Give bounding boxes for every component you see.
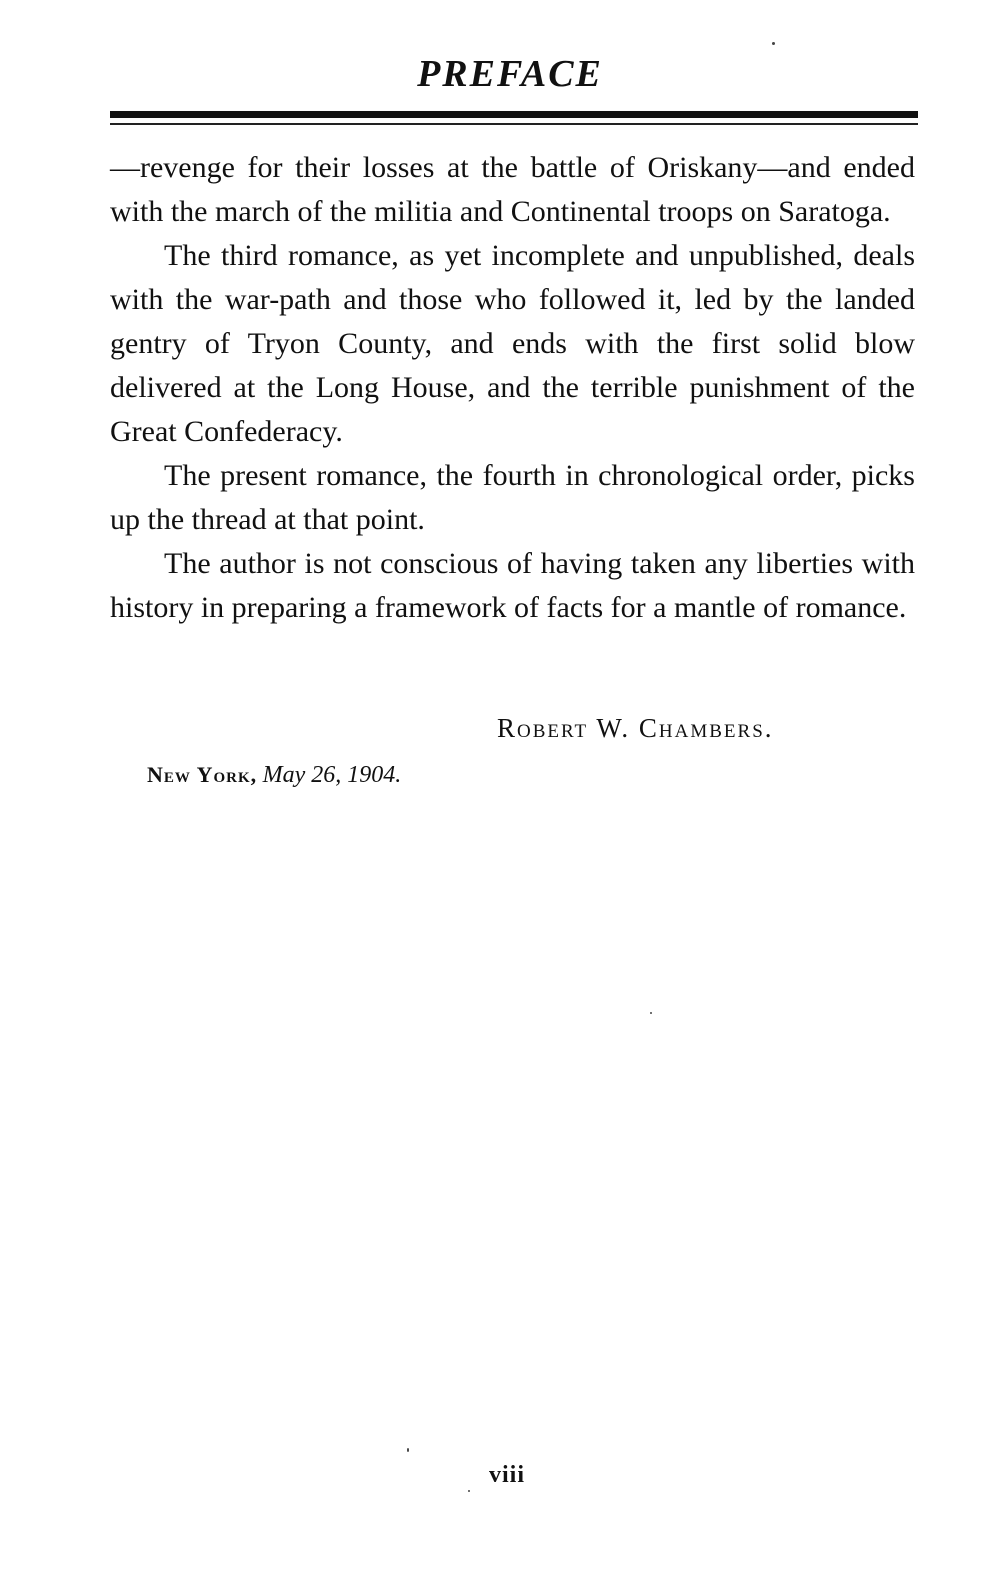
print-speck xyxy=(772,42,775,45)
paragraph-present-romance: The present romance, the fourth in chronological order, picks up the thread at that point. xyxy=(110,459,915,536)
dateline-place: New York, xyxy=(147,762,258,787)
header-rule-thin xyxy=(110,123,918,125)
paragraph-continuation: —revenge for their losses at the battle of Oriskany—and ended with the march of the militia and Continental troops on Saratoga. xyxy=(110,151,915,228)
print-speck xyxy=(407,1448,409,1452)
dateline-date: May 26, 1904. xyxy=(262,762,402,788)
page-number: viii xyxy=(488,1462,525,1488)
running-head-title: PREFACE xyxy=(417,53,603,95)
paragraph-third-romance: The third romance, as yet incomplete and unpublished, deals with the war-path and those who followed it, led by the landed gentry of Tryon County, and ends with the first solid blow delivered at the Long House, and the terrible punishment of the Great Confederacy. xyxy=(110,239,915,448)
dateline xyxy=(147,762,401,789)
print-speck xyxy=(468,1490,470,1492)
author-signature: Robert W. Chambers. xyxy=(497,713,774,743)
preface-body xyxy=(110,146,915,630)
header-rule-thick xyxy=(110,111,918,118)
print-speck xyxy=(650,1012,652,1014)
paragraph-author-note: The author is not conscious of having taken any liberties with history in preparing a framework of facts for a mantle of romance. xyxy=(110,547,915,624)
